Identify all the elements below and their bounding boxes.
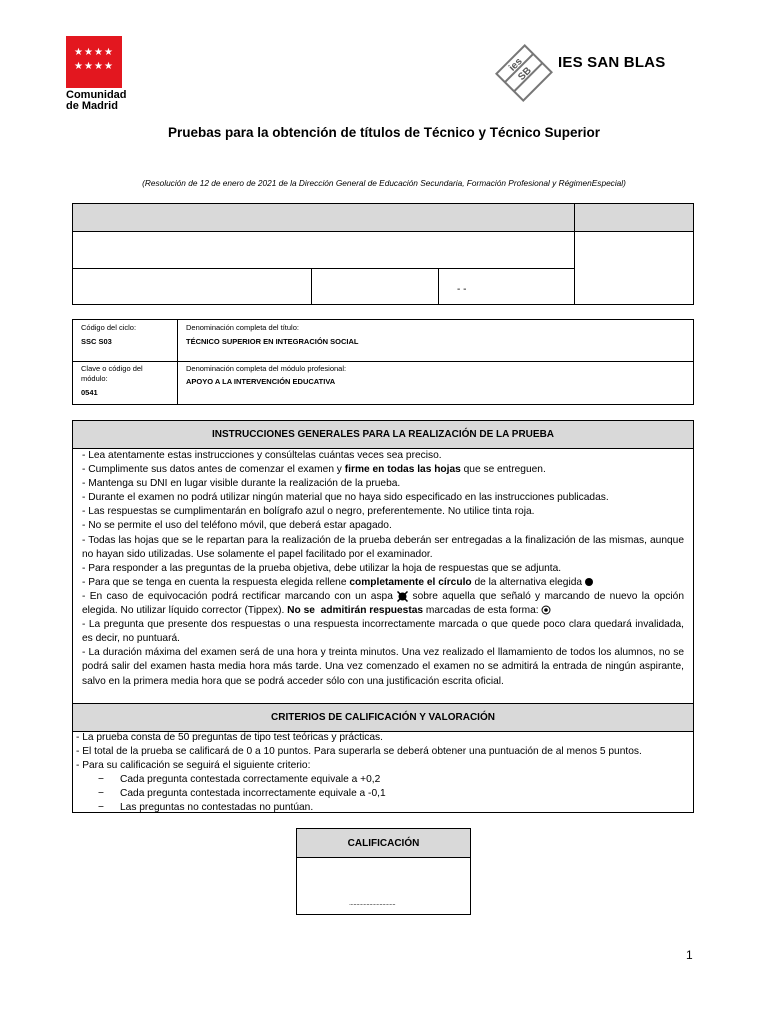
student-header-cell-right (574, 203, 694, 232)
cycle-code-label: Código del ciclo: (81, 323, 137, 332)
instruction-item: - La pregunta que presente dos respuestas o una respuesta incorrectamente marcada o que quede poco clara quedará invalidada, es decir, no puntuará. (82, 619, 684, 645)
instruction-item: - La duración máxima del examen será de una hora y treinta minutos. Una vez realizado el llamamiento de todos los alumnos, no se podrá salir del examen hasta media hora más tarde. Una vez comenzado el examen no se admitirá la entrada de ningún aspirante, salvo en la primera media hora que se podrá acceder sólo con una justificación escrita oficial. (82, 647, 684, 687)
svg-text:SB: SB (516, 65, 534, 83)
instruction-item: - Mantenga su DNI en lugar visible durante la realización de la prueba. (82, 478, 401, 490)
title-label: Denominación completa del título: (186, 323, 299, 332)
dotted-circle-icon (541, 605, 551, 615)
criteria-line: - El total de la prueba se calificará de 0 a 10 puntos. Para superarla se deberá obtener una puntuación de al menos 5 puntos. (76, 746, 642, 757)
instruction-item: - Todas las hojas que se le repartan para la realización de la prueba deberán ser entregadas a la finalización de las mismas, aunque no hayan sido utilizadas. Use solamente el papel facilitado por el examinador. (82, 534, 684, 560)
criteria-header: CRITERIOS DE CALIFICACIÓN Y VALORACIÓN (72, 703, 694, 732)
madrid-logo-text: Comunidad de Madrid (66, 89, 127, 112)
student-side-field[interactable] (574, 231, 694, 305)
title-value: TÉCNICO SUPERIOR EN INTEGRACIÓN SOCIAL (186, 337, 359, 346)
ies-monogram-icon (494, 44, 554, 102)
cycle-code: SSC S03 (81, 337, 112, 346)
crossed-circle-icon (397, 591, 408, 602)
instruction-item: - Lea atentamente estas instrucciones y consúltelas cuántas veces sea preciso. (82, 450, 442, 461)
madrid-flag-logo: ★ ★ ★ ★ ★ ★ ★ ★ (66, 36, 122, 88)
module-value: APOYO A LA INTERVENCIÓN EDUCATIVA (186, 377, 336, 386)
grade-header: CALIFICACIÓN (296, 828, 471, 858)
criteria-line: - Para su calificación se seguirá el siguiente criterio: (76, 760, 311, 771)
student-name-field[interactable] (72, 231, 575, 269)
course-info-divider-h (72, 361, 694, 362)
instruction-item: - Para que se tenga en cuenta la respuesta elegida rellene completamente el círculo de la alternativa elegida (82, 576, 684, 590)
instruction-item: - En caso de equivocación podrá rectificar marcando con un aspa sobre aquella que señaló y marcando de nuevo la opción elegida. No utilizar líquido corrector (Tippex). No se admitirán respuestas marcadas de esta forma: (82, 590, 684, 617)
student-dni-field[interactable] (72, 268, 312, 305)
page-title: Pruebas para la obtención de títulos de Técnico y Técnico Superior (167, 125, 601, 140)
student-extra-field[interactable] (311, 268, 439, 305)
ies-name: IES SAN BLAS (558, 54, 666, 71)
instruction-item: - Para responder a las preguntas de la prueba objetiva, debe utilizar la hoja de respuestas que se adjunta. (82, 562, 562, 574)
page-number: 1 (686, 948, 693, 962)
course-info-divider-v (177, 319, 178, 405)
grade-dots: ................................ (349, 900, 396, 907)
course-info-table (72, 319, 694, 405)
student-header-cell (72, 203, 575, 232)
criteria-line: - La prueba consta de 50 preguntas de tipo test teóricas y prácticas. (76, 732, 383, 743)
module-code-label: Clave o código del módulo: (81, 364, 143, 383)
instruction-item: - Durante el examen no podrá utilizar ningún material que no haya sido especificado en las instrucciones publicadas. (82, 492, 609, 504)
date-dashes: - - (457, 284, 467, 295)
grade-field[interactable] (296, 857, 471, 915)
instructions-header: INSTRUCCIONES GENERALES PARA LA REALIZACIÓN DE LA PRUEBA (72, 420, 694, 449)
instructions-list (82, 449, 684, 689)
criteria-sub-item: − Cada pregunta contestada incorrectamente equivale a -0,1 (98, 788, 386, 799)
criteria-sub-item: − Cada pregunta contestada correctamente equivale a +0,2 (98, 774, 381, 785)
page-subtitle: (Resolución de 12 de enero de 2021 de la Dirección General de Educación Secundaria, Formación Profesional y RégimenEspecial) (142, 178, 626, 188)
filled-circle-icon (585, 578, 593, 586)
module-label: Denominación completa del módulo profesional: (186, 364, 347, 373)
instruction-item: - Las respuestas se cumplimentarán en bolígrafo azul o negro, preferentemente. No utilice tinta roja. (82, 506, 535, 518)
criteria-list (76, 731, 688, 815)
module-code: 0541 (81, 388, 98, 397)
svg-text:ies: ies (507, 56, 525, 74)
student-date-field[interactable] (438, 268, 575, 305)
instruction-item: - No se permite el uso del teléfono móvil, que deberá estar apagado. (82, 520, 392, 532)
instruction-item: - Cumplimente sus datos antes de comenzar el examen y firme en todas las hojas que se entreguen. (82, 464, 546, 476)
criteria-sub-item: − Las preguntas no contestadas no puntúan. (98, 802, 314, 813)
